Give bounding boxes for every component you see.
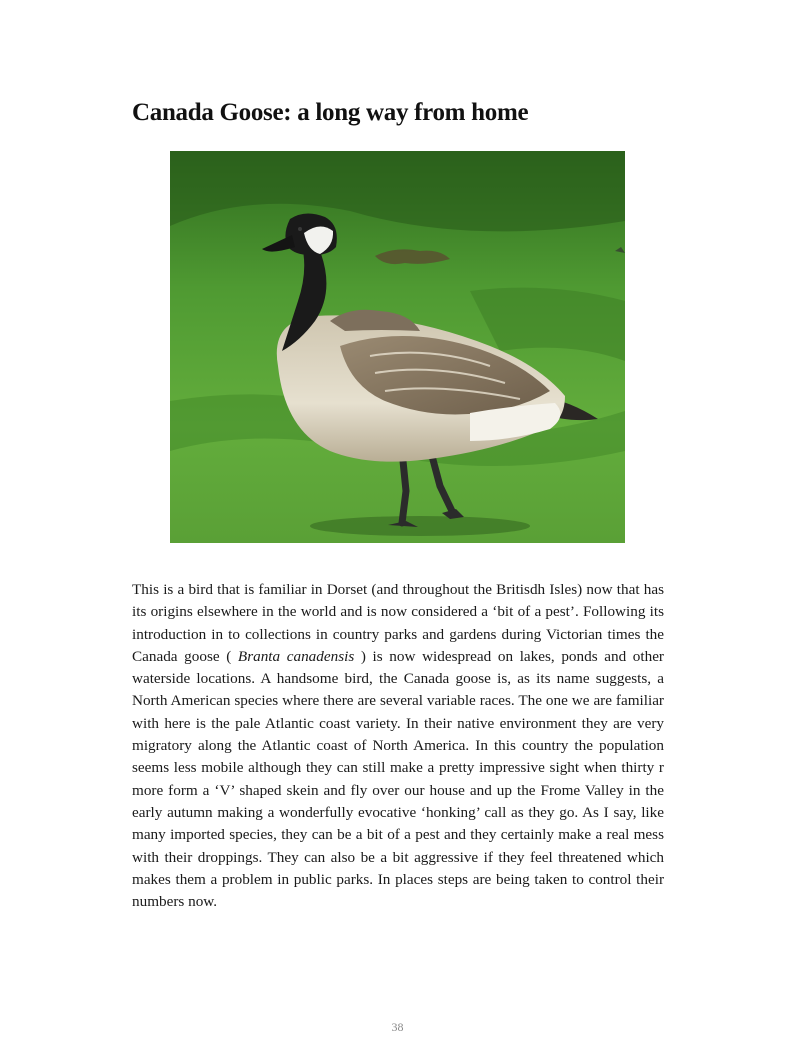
- article-body: [132, 579, 664, 913]
- page-number: 38: [391, 1020, 404, 1034]
- canada-goose-photo: [170, 151, 625, 543]
- goose-leg: [402, 451, 406, 523]
- article-text-part-2: ) is now widespread on lakes, ponds and other waterside locations. A handsome bird, the Canada goose is, as its name suggests, a North American species where there are several variable races. The one we are familiar with here is the pale Atlantic coast variety. In their native environment they are very migratory along the Atlantic coast of North America. In this country the population seems less mobile although they can still make a pretty impressive sight when thirty r more form a ‘V’ shaped skein and fly over our house and up the Frome Valley in the early autumn making a wonderfully evocative ‘honking’ call as they go. As I say, like many imported species, they can be a bit of a pest and they certainly make a real mess with their droppings. They can also be a bit aggressive if they feel threatened which makes them a problem in public parks. In places steps are being taken to control their numbers now.: [132, 647, 664, 911]
- species-latin-name: Branta canadensis: [237, 647, 355, 665]
- page-title: Canada Goose: a long way from home: [132, 99, 529, 126]
- article-text-part-1: This is a bird that is familiar in Dorset (and throughout the Britisdh Isles) now that has its origins elsewhere in the world and is now considered a ‘bit of a pest’. Following its introduction in to collections in country parks and gardens during Victorian times the Canada goose (: [132, 581, 664, 665]
- goose-eye: [298, 227, 302, 231]
- goose-shadow: [310, 516, 530, 536]
